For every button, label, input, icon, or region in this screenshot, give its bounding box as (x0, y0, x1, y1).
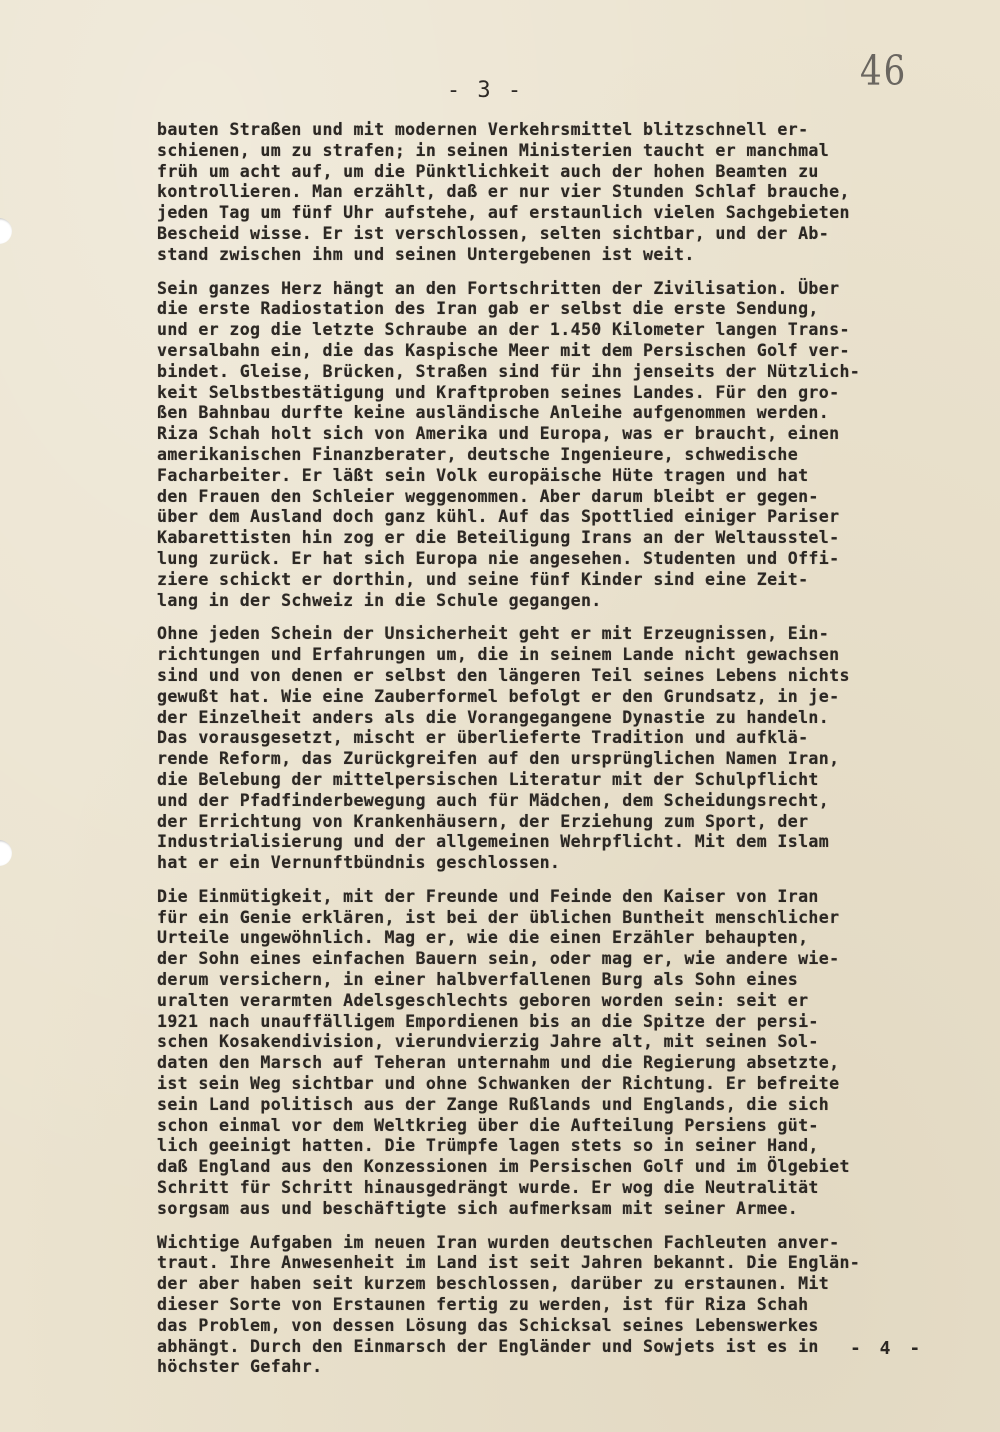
text-line: amerikanischen Finanzberater, deutsche Ingenieure, schwedische (157, 444, 799, 464)
text-line: Riza Schah holt sich von Amerika und Europa, was er braucht, einen (157, 424, 840, 444)
paragraph (157, 120, 989, 266)
page-number-top: - 3 - (446, 78, 524, 103)
text-line: die Belebung der mittelpersischen Literatur mit der Schulpflicht (157, 769, 819, 789)
text-line: uralten verarmten Adelsgeschlechts geboren worden sein: seit er (157, 990, 809, 1010)
text-line: Ohne jeden Schein der Unsicherheit geht er mit Erzeugnissen, Ein- (157, 624, 830, 644)
text-line: sein Land politisch aus der Zange Rußlands und Englands, die sich (157, 1094, 830, 1114)
text-line: daten den Marsch auf Teheran unternahm und die Regierung absetzte, (157, 1053, 840, 1073)
text-line: bauten Straßen und mit modernen Verkehrsmittel blitzschnell er- (157, 120, 809, 139)
body-text (157, 120, 989, 1378)
text-line: hat er ein Vernunftbündnis geschlossen. (157, 853, 561, 873)
text-line: daß England aus den Konzessionen im Persischen Golf und im Ölgebiet (157, 1157, 850, 1177)
text-line: lung zurück. Er hat sich Europa nie angesehen. Studenten und Offi- (157, 548, 840, 568)
text-line: rende Reform, das Zurückgreifen auf den ursprünglichen Namen Iran, (157, 749, 840, 769)
text-line: und der Pfadfinderbewegung auch für Mädchen, dem Scheidungsrecht, (157, 790, 830, 810)
punch-hole (0, 218, 12, 244)
text-line: der aber haben seit kurzem beschlossen, darüber zu erstaunen. Mit (157, 1274, 830, 1294)
text-line: schon einmal vor dem Weltkrieg über die Aufteilung Persiens güt- (157, 1115, 819, 1135)
text-line: Das vorausgesetzt, mischt er überlieferte Tradition und aufklä- (157, 728, 809, 748)
text-line: Industrialisierung und der allgemeinen Wehrpflicht. Mit dem Islam (157, 832, 830, 852)
text-line: der Errichtung von Krankenhäusern, der Erziehung zum Sport, der (157, 811, 809, 831)
text-line: der Sohn eines einfachen Bauern sein, oder mag er, wie andere wie- (157, 949, 840, 969)
text-line: Bescheid wisse. Er ist verschlossen, selten sichtbar, und der Ab- (157, 223, 830, 243)
text-line: für ein Genie erklären, ist bei der üblichen Buntheit menschlicher (157, 907, 840, 927)
text-line: die erste Radiostation des Iran gab er selbst die erste Sendung, (157, 299, 819, 319)
text-line: versalbahn ein, die das Kaspische Meer mit dem Persischen Golf ver- (157, 340, 850, 360)
text-line: keit Selbstbestätigung und Kraftproben seines Landes. Für den gro- (157, 382, 840, 402)
text-line: schen Kosakendivision, vierundvierzig Jahre alt, mit seinen Sol- (157, 1032, 819, 1052)
paragraph-gap (157, 266, 989, 279)
text-line: bindet. Gleise, Brücken, Straßen sind für ihn jenseits der Nützlich- (157, 361, 861, 381)
text-line: Sein ganzes Herz hängt an den Fortschritten der Zivilisation. Über (157, 278, 840, 298)
paragraph-gap (157, 1220, 989, 1233)
text-line: traut. Ihre Anwesenheit im Land ist seit Jahren bekannt. Die Englän- (157, 1253, 861, 1273)
paragraph (157, 279, 989, 612)
folio-number: 46 (860, 48, 908, 96)
text-line: den Frauen den Schleier weggenommen. Aber darum bleibt er gegen- (157, 486, 819, 506)
text-line: Urteile ungewöhnlich. Mag er, wie die einen Erzähler behaupten, (157, 928, 809, 948)
text-line: Facharbeiter. Er läßt sein Volk europäische Hüte tragen und hat (157, 465, 809, 485)
text-line: ist sein Weg sichtbar und ohne Schwanken der Richtung. Er befreite (157, 1074, 840, 1094)
text-line: gewußt hat. Wie eine Zauberformel befolgt er den Grundsatz, in je- (157, 686, 840, 706)
text-line: schienen, um zu strafen; in seinen Ministerien taucht er manchmal (157, 140, 830, 160)
paragraph (157, 887, 989, 1220)
text-line: dieser Sorte von Erstaunen fertig zu werden, ist für Riza Schah (157, 1295, 809, 1315)
text-line: Wichtige Aufgaben im neuen Iran wurden deutschen Fachleuten anver- (157, 1232, 840, 1252)
text-line: der Einzelheit anders als die Vorangegangene Dynastie zu handeln. (157, 707, 830, 727)
text-line: Schritt für Schritt hinausgedrängt wurde. Er wog die Neutralität (157, 1178, 819, 1198)
text-line: richtungen und Erfahrungen um, die in seinem Lande nicht gewachsen (157, 645, 840, 665)
text-line: sorgsam aus und beschäftigte sich aufmerksam mit seiner Armee. (157, 1198, 799, 1218)
text-line: kontrollieren. Man erzählt, daß er nur vier Stunden Schlaf brauche, (157, 182, 850, 202)
text-line: abhängt. Durch den Einmarsch der Engländer und Sowjets ist es in (157, 1336, 819, 1356)
text-line: 1921 nach unauffälligem Empordienen bis an die Spitze der persi- (157, 1011, 819, 1031)
text-line: jeden Tag um fünf Uhr aufstehe, auf erstaunlich vielen Sachgebieten (157, 203, 850, 223)
paragraph (157, 624, 989, 874)
text-line: höchster Gefahr. (157, 1357, 323, 1377)
text-line: Kabarettisten hin zog er die Beteiligung Irans an der Weltausstel- (157, 528, 840, 548)
text-line: sind und von denen er selbst den längeren Teil seines Lebens nichts (157, 665, 850, 685)
page-number-bottom: - 4 - (850, 1338, 925, 1359)
text-line: ßen Bahnbau durfte keine ausländische Anleihe aufgenommen werden. (157, 403, 830, 423)
text-line: stand zwischen ihm und seinen Untergebenen ist weit. (157, 244, 695, 264)
text-line: ziere schickt er dorthin, und seine fünf Kinder sind eine Zeit- (157, 569, 809, 589)
text-line: früh um acht auf, um die Pünktlichkeit auch der hohen Beamten zu (157, 161, 819, 181)
text-line: über dem Ausland doch ganz kühl. Auf das Spottlied einiger Pariser (157, 507, 840, 527)
text-line: lich geeinigt hatten. Die Trümpfe lagen stets so in seiner Hand, (157, 1136, 819, 1156)
text-line: lang in der Schweiz in die Schule gegangen. (157, 590, 602, 610)
punch-hole (0, 840, 12, 866)
text-line: Die Einmütigkeit, mit der Freunde und Feinde den Kaiser von Iran (157, 886, 819, 906)
paragraph-gap (157, 874, 989, 887)
text-line: derum versichern, in einer halbverfallenen Burg als Sohn eines (157, 970, 799, 990)
text-line: das Problem, von dessen Lösung das Schicksal seines Lebenswerkes (157, 1315, 819, 1335)
paragraph-gap (157, 611, 989, 624)
text-line: und er zog die letzte Schraube an der 1.450 Kilometer langen Trans- (157, 320, 850, 340)
